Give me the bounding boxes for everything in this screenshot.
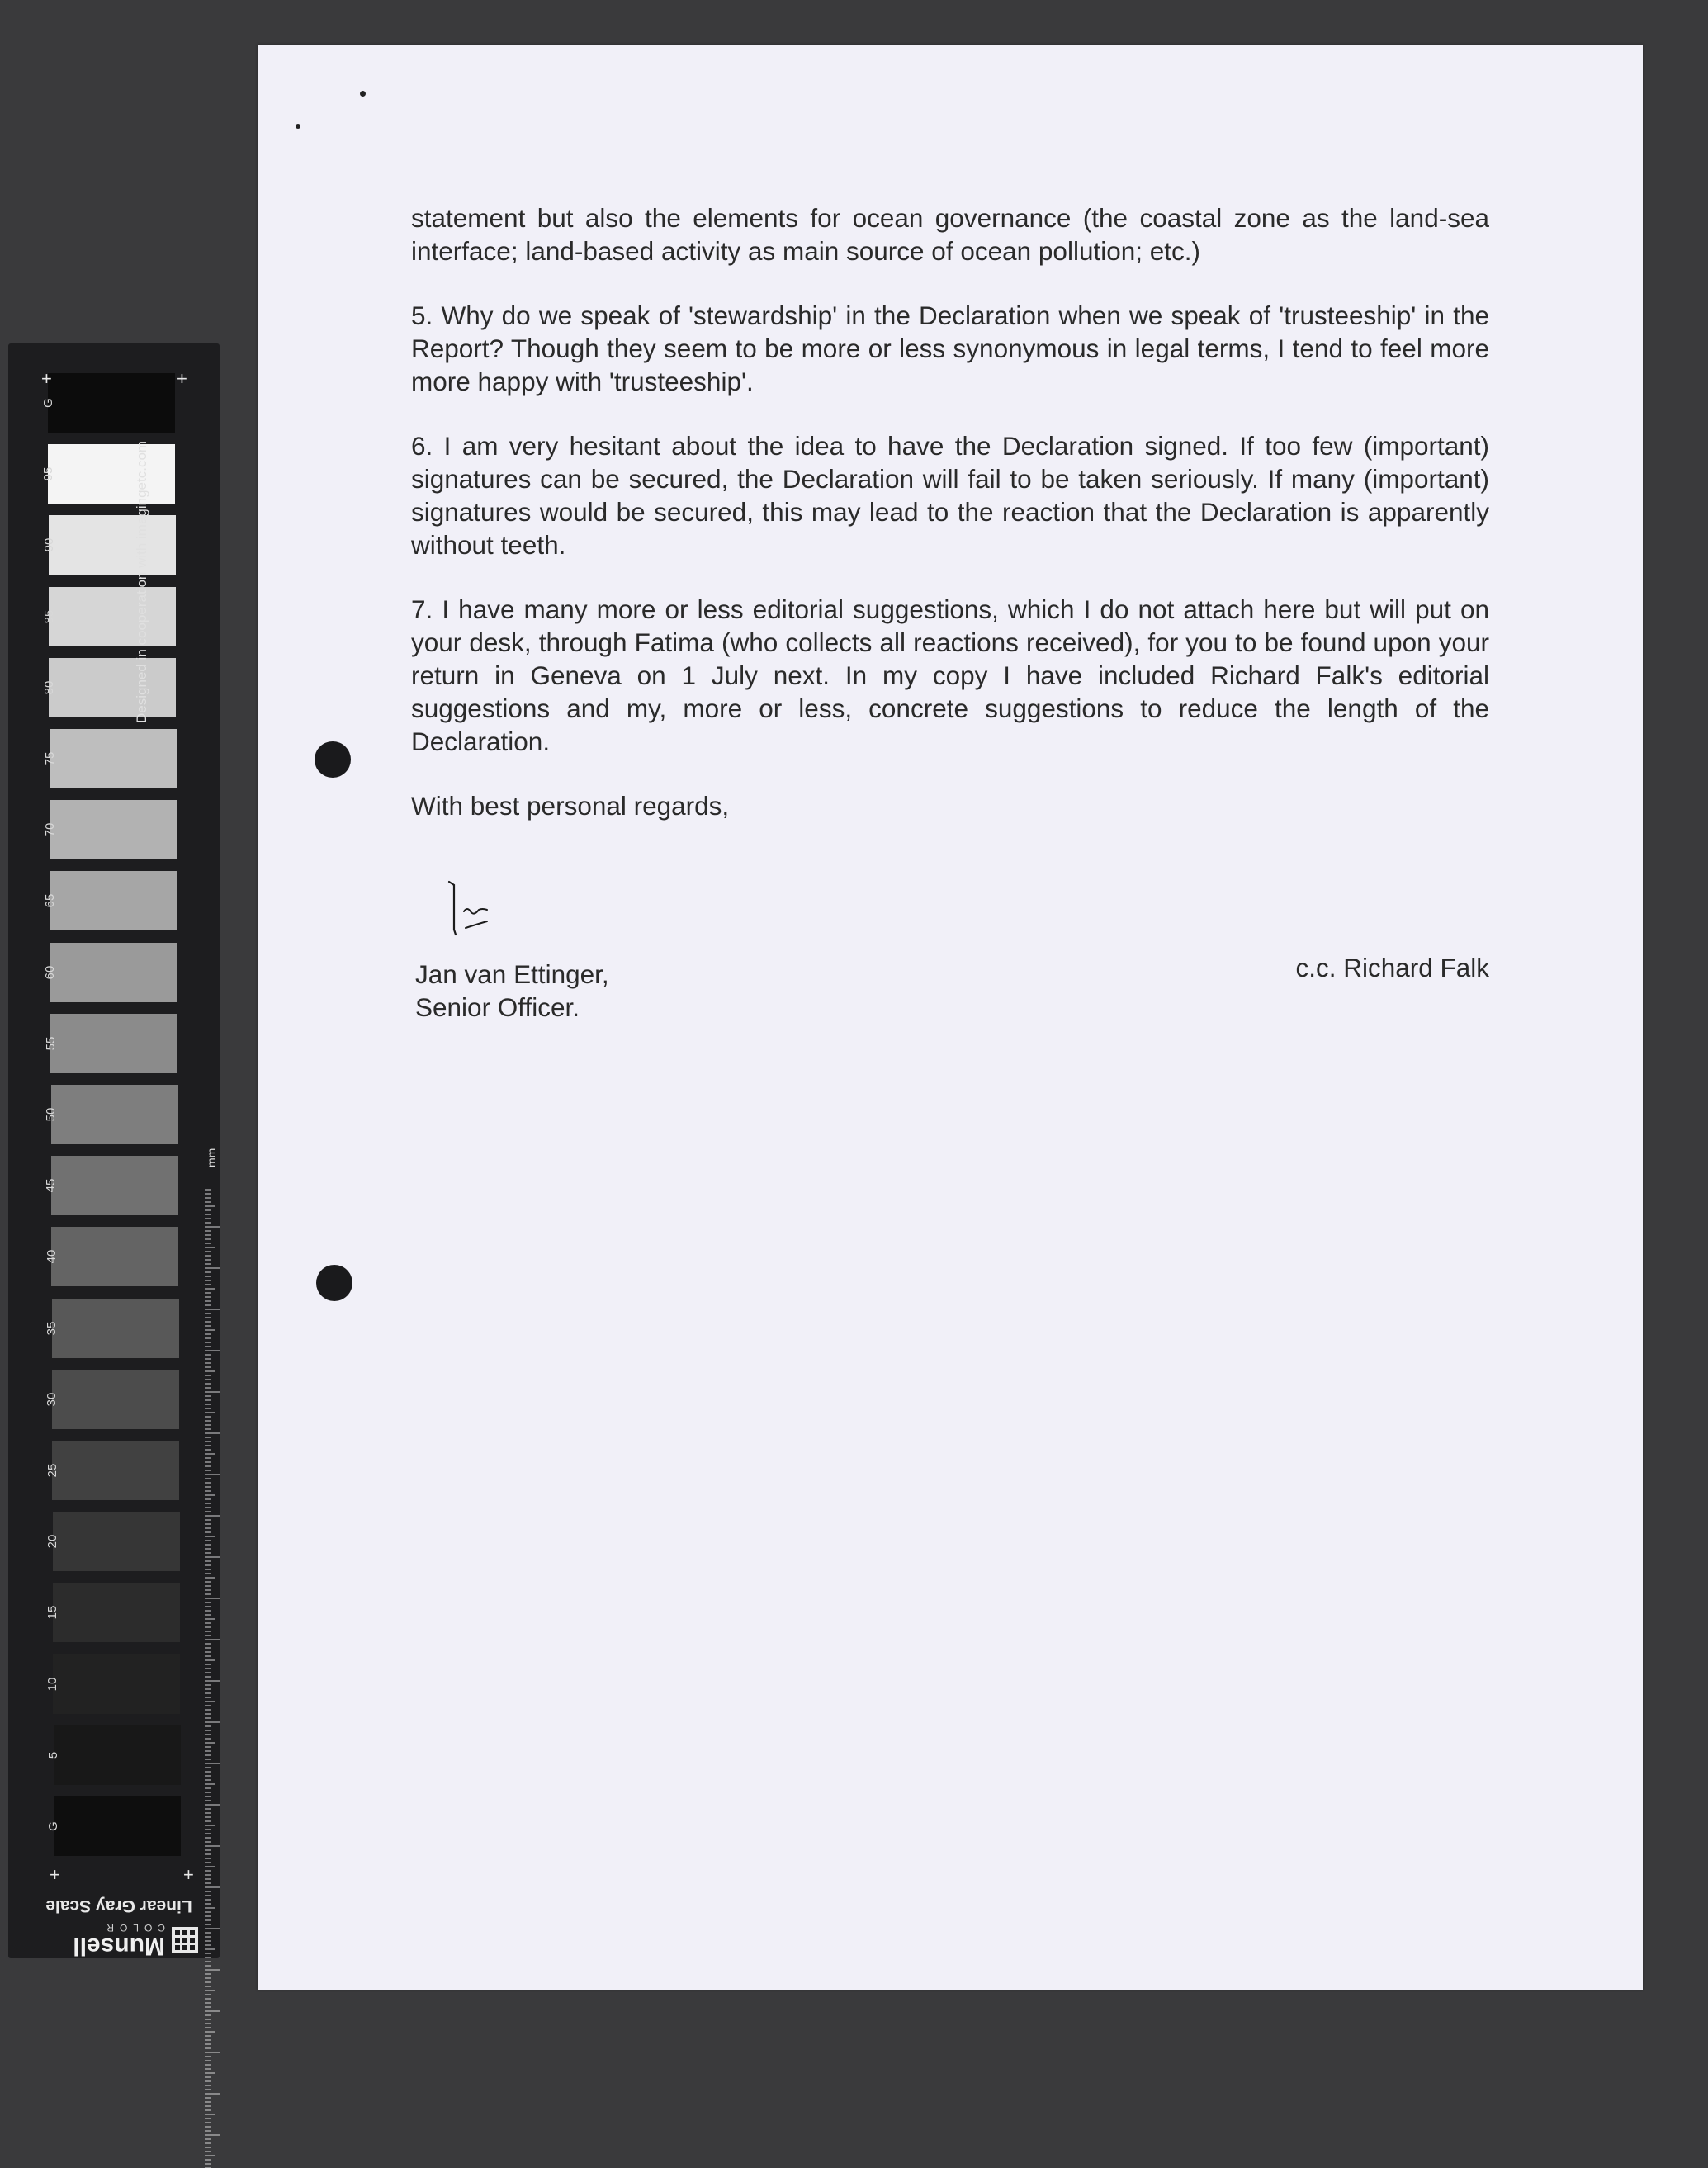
registration-mark: + <box>177 368 187 389</box>
scale-title: Linear Gray Scale <box>45 1896 192 1915</box>
gray-patch <box>51 1227 178 1286</box>
gray-patch-label: G <box>41 398 55 408</box>
closing-salutation: With best personal regards, <box>411 791 730 821</box>
gray-patch <box>54 1725 181 1785</box>
gray-patch-label: 65 <box>43 894 58 908</box>
letter-body <box>411 201 1489 854</box>
punch-hole-bottom <box>316 1265 352 1301</box>
gray-patch-label: 80 <box>42 680 57 695</box>
gray-patch-label: 5 <box>45 1751 60 1759</box>
signatory-name: Jan van Ettinger, <box>415 959 609 989</box>
munsell-logo-icon <box>172 1927 198 1953</box>
gray-patch <box>50 871 177 930</box>
gray-patch <box>52 1441 179 1500</box>
gray-patch <box>49 587 176 646</box>
registration-mark: + <box>41 368 52 389</box>
gray-patch-label: 20 <box>45 1534 59 1549</box>
gray-patch-label: 30 <box>45 1392 59 1407</box>
signatory-block <box>415 958 609 1024</box>
gray-patch-label: 25 <box>45 1463 59 1478</box>
paper-speck <box>296 124 300 129</box>
gray-patch <box>49 658 176 717</box>
gray-patch-label: 95 <box>41 466 56 481</box>
gray-patch-label: 10 <box>45 1677 60 1691</box>
gray-patch-label: 70 <box>42 822 57 837</box>
gray-scale-card <box>8 343 220 1958</box>
paper-speck <box>360 91 366 97</box>
gray-patch <box>51 1156 178 1215</box>
cc-line: c.c. Richard Falk <box>1295 953 1489 982</box>
gray-patch-label: 60 <box>43 965 58 979</box>
gray-patch-label: 50 <box>44 1107 58 1122</box>
gray-patch <box>54 1796 181 1856</box>
gray-patch-label: 45 <box>44 1178 59 1193</box>
registration-mark: + <box>183 1864 194 1885</box>
gray-patch <box>48 444 175 504</box>
paragraph-continuation: statement but also the elements for ocean governance (the coastal zone as the land-sea interface; land-based activity as main source of ocean pollution; etc.) <box>411 203 1489 266</box>
millimeter-ruler <box>205 1186 221 2168</box>
registration-mark: + <box>50 1864 60 1885</box>
gray-patch <box>50 943 177 1002</box>
gray-patch <box>51 1085 178 1144</box>
gray-patch <box>52 1370 179 1429</box>
punch-hole-top <box>315 741 351 778</box>
gray-patch <box>53 1512 180 1571</box>
gray-patch <box>52 1299 179 1358</box>
gray-patch-label: 55 <box>43 1036 58 1051</box>
ruler-unit-label: mm <box>205 1148 218 1167</box>
paragraph-7: 7. I have many more or less editorial suggestions, which I do not attach here but will put on your desk, through Fatima (who collects all reactions received), for you to be found upon your return in Geneva on 1 July next. In my copy I have included Richard Falk's editorial suggestions and my, more or less, concrete suggestions to reduce the length of the Declaration. <box>411 594 1489 756</box>
paragraph-5: 5. Why do we speak of 'stewardship' in the Declaration when we speak of 'trusteeship' in the Report? Though they seem to be more or less synonymous in legal terms, I tend to feel more more happy with 'trusteeship'. <box>411 301 1489 396</box>
gray-patch <box>50 729 177 788</box>
gray-patch-label: 15 <box>45 1606 60 1620</box>
designer-credit: Designed in cooperation with imagingetc.com <box>134 440 149 723</box>
gray-patch <box>50 1014 177 1073</box>
paragraph-6: 6. I am very hesitant about the idea to have the Declaration signed. If too few (important) signatures can be secured, the Declaration will fail to be taken seriously. If many (important) signatures would be secured, this may lead to the reaction that the Declaration is apparently without teeth. <box>411 431 1489 560</box>
gray-patch-label: 85 <box>41 609 56 623</box>
gray-patch-label: 40 <box>44 1250 59 1264</box>
gray-patch-label: G <box>46 1821 60 1831</box>
gray-patch <box>50 800 177 859</box>
gray-patch <box>48 373 175 433</box>
signatory-title: Senior Officer. <box>415 992 580 1022</box>
gray-patch-label: 75 <box>42 751 57 766</box>
gray-patch <box>53 1654 180 1714</box>
letter-page <box>258 45 1643 1990</box>
brand-subtitle: COLOR <box>101 1922 165 1934</box>
gray-patch-label: 35 <box>44 1321 59 1335</box>
brand-name: Munsell <box>73 1933 165 1960</box>
gray-patch <box>53 1583 180 1642</box>
gray-patch-label: 90 <box>41 538 56 552</box>
gray-patch <box>49 515 176 575</box>
brand-block <box>58 1922 198 1958</box>
